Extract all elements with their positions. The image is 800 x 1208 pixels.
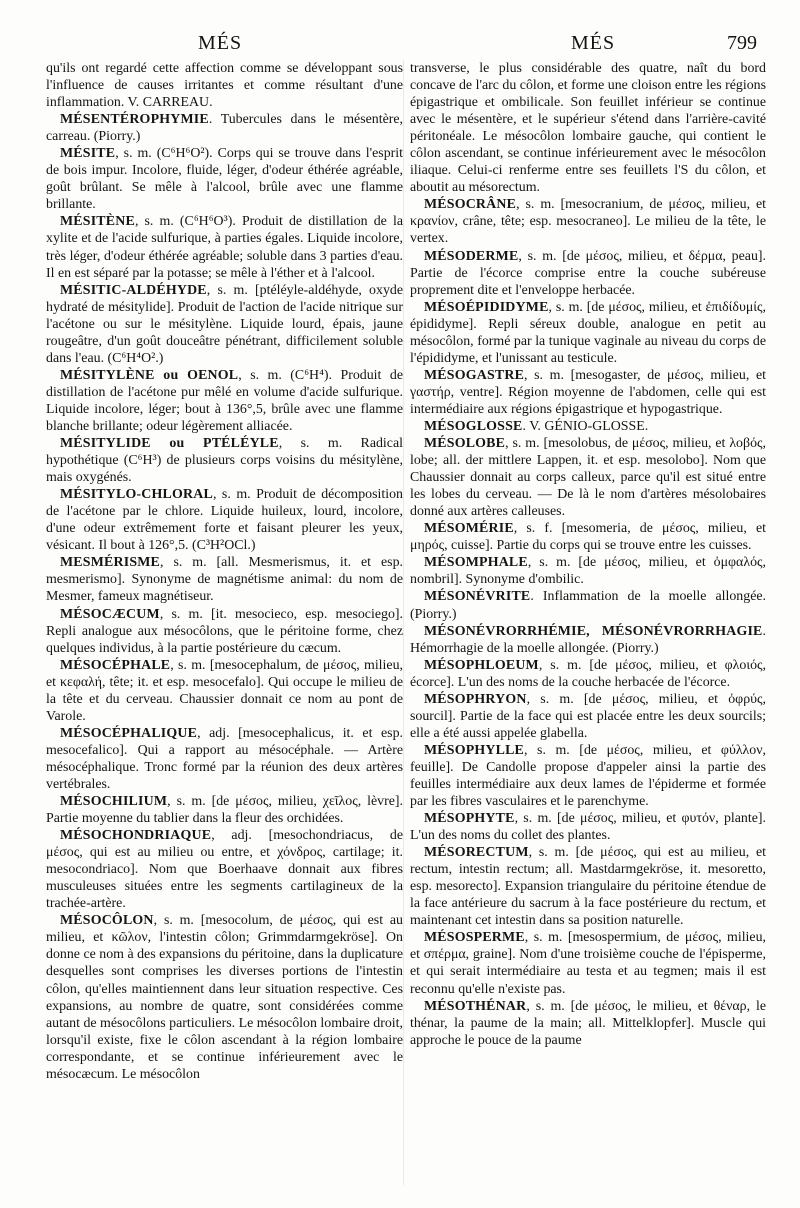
dictionary-entry: MÉSONÉVRORRHÉMIE, MÉSONÉVRORRHAGIE. Hémorrhagie de la moelle allongée. (Piorry.) <box>410 623 766 656</box>
headword: MÉSOMPHALE <box>424 555 528 571</box>
headword: MÉSOSPERME <box>424 930 525 946</box>
left-column <box>46 60 403 1083</box>
dictionary-entry: MÉSOGASTRE, s. m. [mesogaster, de μέσος, milieu, et γαστήρ, ventre]. Région moyenne de l'abdomen, celle qui est intermédiaire aux régions épigastrique et hypogastrique. <box>410 367 766 417</box>
dictionary-entry: MÉSITÈNE, s. m. (C⁶H⁶O³). Produit de distillation de la xylite et de l'acide sulfurique, à parties égales. Liquide incolore, très léger, d'odeur éthérée agréable; soluble dans 3 parties d'eau. Il en est séparé par la potasse; se mêle à l'éther et à l'alcool. <box>46 214 403 281</box>
dictionary-entry: MÉSOCÆCUM, s. m. [it. mesocieco, esp. mesociego]. Repli analogue aux mésocôlons, que le péritoine forme, chez quelques individus, à la partie postérieure du cæcum. <box>46 606 403 656</box>
dictionary-entry: MÉSOCÔLON, s. m. [mesocolum, de μέσος, qui est au milieu, et κῶλον, l'intestin côlon; Grimmdarmgekröse]. On donne ce nom à des expansions du péritoine, dans la duplicature desquelles sont comprises les diverses portions de l'intestin côlon, qu'elles maintiennent dans leur situation respective. Ces expansions, au nombre de quatre, sont considérées comme autant de mésocôlons particuliers. Le mésocôlon lombaire droit, lorsqu'il existe, fixe le côlon ascendant à la région lombaire correspondante, et se continue inférieurement avec le mésocæcum. Le mésocôlon <box>46 913 403 1082</box>
header-right-guide-word: MÉS <box>571 32 616 54</box>
dictionary-entry: MÉSITIC-ALDÉHYDE, s. m. [ptéléyle-aldéhyde, oxyde hydraté de mésitylide]. Produit de l'action de l'acide nitrique sur l'acétone ou sur le mésitylène. Liquide lourd, épais, jaune rougeâtre, d'un goût douceâtre pénétrant, difficilement soluble dans l'eau. (C⁶H⁴O².) <box>46 282 403 366</box>
headword: MÉSITIC-ALDÉHYDE <box>60 282 207 298</box>
headword: MÉSOCÉPHALE <box>60 657 171 673</box>
dictionary-entry: MÉSITE, s. m. (C⁶H⁶O²). Corps qui se trouve dans l'esprit de bois impur. Incolore, fluide, léger, d'odeur éthérée agréable, goût brûlant. Se mêle à l'alcool, brûle avec une flamme brillante. <box>46 146 403 213</box>
page-number: 799 <box>727 32 757 54</box>
headword: MÉSOCRÂNE <box>424 197 517 213</box>
dictionary-entry: MÉSODERME, s. m. [de μέσος, milieu, et δέρμα, peau]. Partie de l'écorce comprise entre la couche subéreuse proprement dite et l'enveloppe herbacée. <box>410 248 766 298</box>
headword: MÉSODERME <box>424 248 519 264</box>
headword: MÉSOCHONDRIAQUE <box>60 828 212 844</box>
header-left-guide-word: MÉS <box>198 32 243 54</box>
headword: MÉSOGASTRE <box>424 367 525 383</box>
dictionary-entry: MÉSOMÉRIE, s. f. [mesomeria, de μέσος, milieu, et μηρός, cuisse]. Partie du corps qui se trouve entre les cuisses. <box>410 521 766 554</box>
dictionary-entry: MÉSOPHLOEUM, s. m. [de μέσος, milieu, et φλοιός, écorce]. L'un des noms de la couche herbacée de l'écorce. <box>410 657 766 690</box>
headword: MÉSOLOBE <box>424 436 506 452</box>
dictionary-entry: MÉSOCÉPHALE, s. m. [mesocephalum, de μέσος, milieu, et κεφαλή, tête; it. et esp. mesocefalo]. Qui occupe le milieu de la tête et du cerveau. Chaussier donnait ce nom au pont de Varole. <box>46 657 403 724</box>
dictionary-entry: MÉSOPHRYON, s. m. [de μέσος, milieu, et ὀφρύς, sourcil]. Partie de la face qui est placée entre les deux sourcils; elle a été aussi appelée glabella. <box>410 691 766 741</box>
dictionary-entry: MÉSOCÉPHALIQUE, adj. [mesocephalicus, it. et esp. mesocefalico]. Qui a rapport au mésocéphale. — Artère mésocéphalique. Tronc formé par la réunion des deux artères vertébrales. <box>46 725 403 792</box>
dictionary-entry: MÉSITYLÈNE ou OENOL, s. m. (C⁶H⁴). Produit de distillation de l'acétone pur mêlé en volume d'acide sulfurique. Liquide incolore, léger; bout à 136°,5, brûle avec une flamme blanche brillante; odeur légèrement alliacée. <box>46 367 403 434</box>
dictionary-entry: MÉSOSPERME, s. m. [mesospermium, de μέσος, milieu, et σπέρμα, graine]. Nom d'une troisième couche de l'épisperme, et qui serait intermédiaire au testa et au tegmen; mais il est reconnu qu'elle n'existe pas. <box>410 930 766 997</box>
headword: MÉSITYLIDE ou PTÉLÉYLE <box>60 436 279 452</box>
headword: MÉSOPHRYON <box>424 691 527 707</box>
headword: MÉSENTÉROPHYMIE <box>60 112 209 128</box>
dictionary-entry: MÉSONÉVRITE. Inflammation de la moelle allongée. (Piorry.) <box>410 589 766 622</box>
dictionary-entry: MÉSOCRÂNE, s. m. [mesocranium, de μέσος, milieu, et κρανίον, crâne, tête; esp. mesocraneo]. Le milieu de la tête, le vertex. <box>410 197 766 247</box>
dictionary-entry: MÉSOÉPIDIDYME, s. m. [de μέσος, milieu, et ἐπιδίδυμίς, épididyme]. Repli séreux double, analogue en petit au mésocôlon, formé par la tunique vaginale au niveau du corps de l'épididyme, et l'unissant au testicule. <box>410 299 766 366</box>
column-divider <box>403 60 404 1185</box>
headword: MÉSITYLO-CHLORAL <box>60 487 213 503</box>
headword: MÉSOCÆCUM <box>60 606 160 622</box>
dictionary-entry: MÉSOPHYTE, s. m. [de μέσος, milieu, et φυτόν, plante]. L'un des noms du collet des plantes. <box>410 811 766 844</box>
headword: MÉSOCÉPHALIQUE <box>60 725 198 741</box>
headword: MÉSONÉVRORRHÉMIE, MÉSONÉVRORRHAGIE <box>424 623 763 639</box>
headword: MÉSORECTUM <box>424 845 529 861</box>
dictionary-entry: MÉSITYLIDE ou PTÉLÉYLE, s. m. Radical hypothétique (C⁶H³) de plusieurs corps voisins du mésitylène, mais oxygénés. <box>46 436 403 486</box>
dictionary-entry: MÉSORECTUM, s. m. [de μέσος, qui est au milieu, et rectum, intestin rectum; all. Mastdarmgekröse, it. mesoretto, esp. mesorecto]. Expansion triangulaire du péritoine étendue de la face antérieure du sacrum à la face postérieure du rectum, et maintenant cet intestin dans sa position naturelle. <box>410 845 766 929</box>
dictionary-entry: qu'ils ont regardé cette affection comme se développant sous l'influence de causes irritantes et comme résultant d'une inflammation. V. CARREAU. <box>46 61 403 111</box>
dictionary-entry: MÉSOLOBE, s. m. [mesolobus, de μέσος, milieu, et λοβός, lobe; all. der mittlere Lappen, it. et esp. mesolobo]. Nom que Chaussier donnait au corps calleux, parce qu'il est situé entre les lobes du cerveau. — De là le nom d'artères mésolobaires donné aux artères calleuses. <box>410 436 766 520</box>
headword: MÉSOCÔLON <box>60 913 154 929</box>
dictionary-entry: MÉSOCHONDRIAQUE, adj. [mesochondriacus, de μέσος, qui est au milieu ou entre, et χόνδρος, cartilage; it. mesocondriaco]. Nom que Boerhaave donnait aux fibres musculeuses situées entre les segments cartilagineux de la trachée-artère. <box>46 828 403 912</box>
headword: MÉSITÈNE <box>60 214 135 230</box>
dictionary-entry: MÉSENTÉROPHYMIE. Tubercules dans le mésentère, carreau. (Piorry.) <box>46 112 403 145</box>
dictionary-entry: MÉSOMPHALE, s. m. [de μέσος, milieu, et ὀμφαλός, nombril]. Synonyme d'ombilic. <box>410 555 766 588</box>
headword: MÉSITE <box>60 146 116 162</box>
headword: MÉSOPHYTE <box>424 811 515 827</box>
dictionary-entry: MÉSOPHYLLE, s. m. [de μέσος, milieu, et φύλλον, feuille]. De Candolle propose d'appeler ainsi la partie des feuilles intermédiaire aux deux lames de l'épiderme et formée par les fibres vasculaires et le parenchyme. <box>410 742 766 810</box>
headword: MESMÉRISME <box>60 555 161 571</box>
right-column <box>410 60 766 1049</box>
headword: MÉSOPHLOEUM <box>424 657 539 673</box>
headword: MÉSOCHILIUM <box>60 794 168 810</box>
headword: MÉSOMÉRIE <box>424 521 514 537</box>
dictionary-entry: MÉSOCHILIUM, s. m. [de μέσος, milieu, χεῖλος, lèvre]. Partie moyenne du tablier dans la fleur des orchidées. <box>46 794 403 827</box>
headword: MÉSOÉPIDIDYME <box>424 299 549 315</box>
dictionary-entry: MÉSOGLOSSE. V. GÉNIO-GLOSSE. <box>424 418 649 434</box>
headword: MÉSONÉVRITE <box>424 589 531 605</box>
running-header <box>0 32 800 54</box>
headword: MÉSOTHÉNAR <box>424 998 527 1014</box>
dictionary-entry: MÉSITYLO-CHLORAL, s. m. Produit de décomposition de l'acétone par le chlore. Liquide huileux, lourd, incolore, d'une odeur extrêmement forte et faisant pleurer les yeux, vésicant. Il bout à 126°,5. (C³H²OCl.) <box>46 487 403 554</box>
headword: MÉSOPHYLLE <box>424 742 525 758</box>
headword: MÉSITYLÈNE ou OENOL <box>60 367 239 383</box>
dictionary-entry: transverse, le plus considérable des quatre, naît du bord concave de l'arc du côlon, et forme une cloison entre les régions épigastrique et ombilicale. Son feuillet inférieur se continue avec le mésentère, et le supérieur s'étend dans l'arrière-cavité péritonéale. Le mésocôlon lombaire gauche, qui contient le côlon ascendant, se continue inférieurement avec le mésocôlon iliaque. Celui-ci renferme entre ses feuillets l'S du côlon, et aboutit au mésorectum. <box>410 61 766 196</box>
dictionary-entry: MÉSOTHÉNAR, s. m. [de μέσος, le milieu, et θέναρ, le thénar, la paume de la main; all. Mittelklopfer]. Muscle qui approche le pouce de la paume <box>410 998 766 1048</box>
headword: MÉSOGLOSSE <box>424 418 523 434</box>
dictionary-entry: MESMÉRISME, s. m. [all. Mesmerismus, it. et esp. mesmerismo]. Synonyme de magnétisme animal: du nom de Mesmer, fameux magnétiseur. <box>46 555 403 605</box>
